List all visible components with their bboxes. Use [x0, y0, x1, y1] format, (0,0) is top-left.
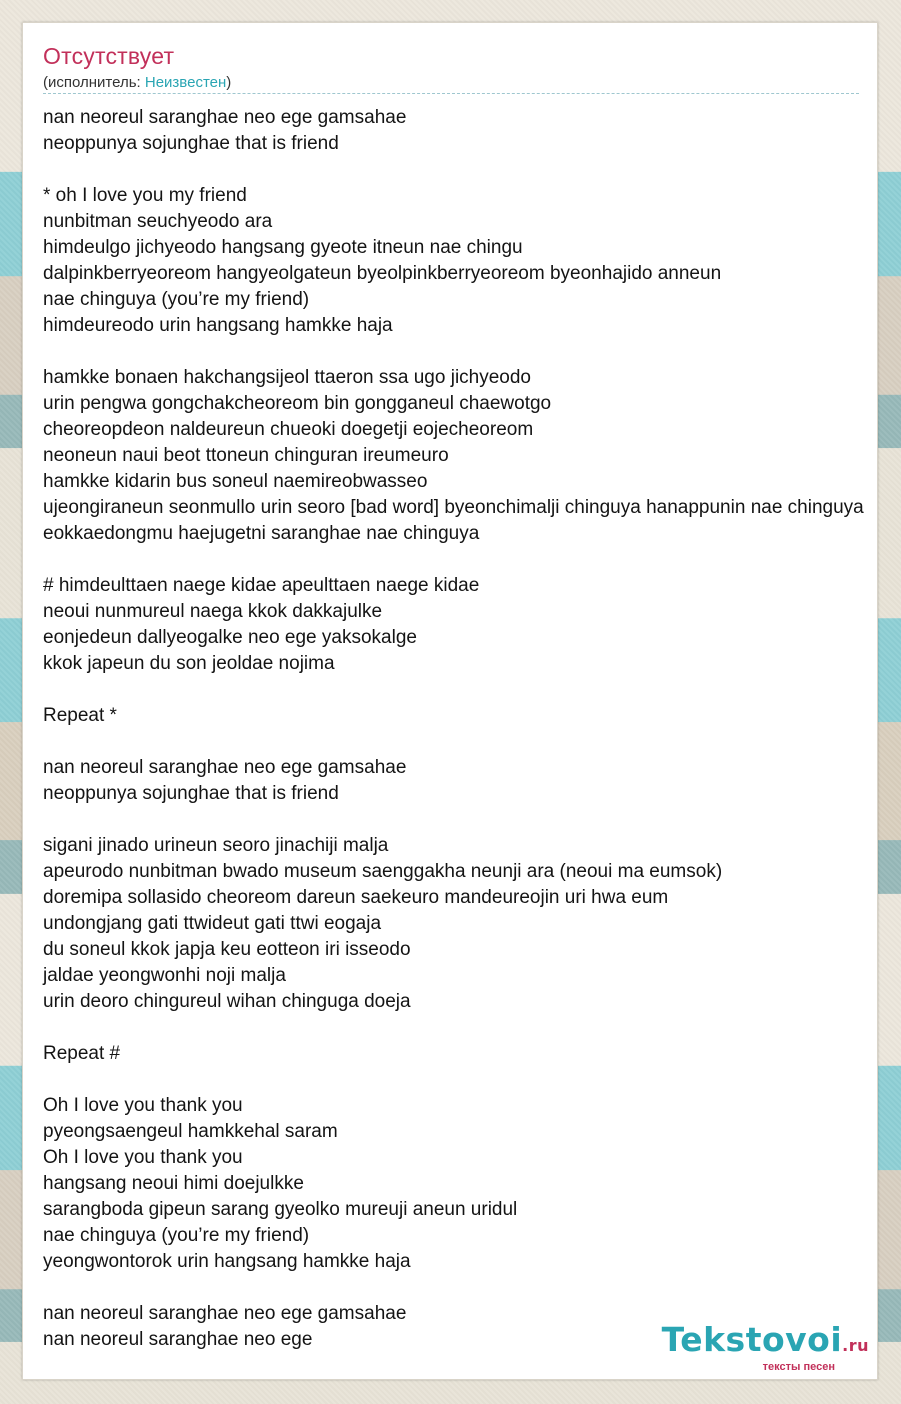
- artist-prefix: (исполнитель:: [43, 74, 145, 91]
- artist-suffix: ): [226, 74, 232, 91]
- lyric-line: urin deoro chingureul wihan chinguga doeja: [43, 991, 411, 1012]
- lyric-line: undongjang gati ttwideut gati ttwi eogaja: [43, 913, 382, 934]
- lyric-line: eonjedeun dallyeogalke neo ege yaksokalge: [43, 627, 417, 648]
- lyric-line: himdeulgo jichyeodo hangsang gyeote itneun nae chingu: [43, 237, 523, 258]
- lyric-line: jaldae yeongwonhi noji malja: [43, 965, 286, 986]
- lyric-line: nan neoreul saranghae neo ege gamsahae: [43, 107, 407, 128]
- lyric-line: pyeongsaengeul hamkkehal saram: [43, 1121, 338, 1142]
- lyric-line: apeurodo nunbitman bwado museum saenggakha neunji ara (neoui ma eumsok): [43, 861, 723, 882]
- lyric-blank-line: [43, 339, 901, 365]
- lyric-line: eokkaedongmu haejugetni saranghae nae chinguya: [43, 523, 480, 544]
- lyric-line: neoppunya sojunghae that is friend: [43, 783, 339, 804]
- lyrics-body: [43, 105, 901, 1353]
- lyric-line: Repeat *: [43, 705, 117, 726]
- lyric-line: * oh I love you my friend: [43, 185, 247, 206]
- watermark-logo: [661, 1320, 869, 1363]
- song-title: Отсутствует: [43, 43, 175, 69]
- lyric-line: nae chinguya (you’re my friend): [43, 289, 310, 310]
- lyric-line: # himdeulttaen naege kidae apeulttaen naege kidae: [43, 575, 480, 596]
- lyric-line: Oh I love you thank you: [43, 1095, 243, 1116]
- lyrics-card: [22, 22, 878, 1380]
- lyric-line: neoneun naui beot ttoneun chinguran ireumeuro: [43, 445, 449, 466]
- lyric-line: neoui nunmureul naega kkok dakkajulke: [43, 601, 383, 622]
- lyric-line: urin pengwa gongchakcheoreom bin gongganeul chaewotgo: [43, 393, 552, 414]
- lyric-line: nan neoreul saranghae neo ege gamsahae: [43, 757, 407, 778]
- lyric-line: yeongwontorok urin hangsang hamkke haja: [43, 1251, 411, 1272]
- lyric-line: Repeat #: [43, 1043, 121, 1064]
- lyric-line: neoppunya sojunghae that is friend: [43, 133, 339, 154]
- watermark-brand: Tekstovoi: [661, 1320, 843, 1359]
- title-divider: [43, 93, 859, 94]
- lyric-blank-line: [43, 1067, 901, 1093]
- lyric-blank-line: [43, 729, 901, 755]
- artist-link[interactable]: Неизвестен: [144, 74, 227, 91]
- lyric-line: himdeureodo urin hangsang hamkke haja: [43, 315, 393, 336]
- lyric-line: nan neoreul saranghae neo ege gamsahae: [43, 1303, 407, 1324]
- lyric-blank-line: [43, 677, 901, 703]
- lyric-line: sigani jinado urineun seoro jinachiji malja: [43, 835, 389, 856]
- lyric-blank-line: [43, 1275, 901, 1301]
- lyric-blank-line: [43, 547, 901, 573]
- lyric-line: du soneul kkok japja keu eotteon iri isseodo: [43, 939, 411, 960]
- lyric-line: dalpinkberryeoreom hangyeolgateun byeolpinkberryeoreom byeonhajido anneun: [43, 263, 722, 284]
- lyric-line: kkok japeun du son jeoldae nojima: [43, 653, 335, 674]
- lyric-line: doremipa sollasido cheoreom dareun saekeuro mandeureojin uri hwa eum: [43, 887, 669, 908]
- lyric-line: Oh I love you thank you: [43, 1147, 243, 1168]
- watermark-tld: .ru: [842, 1336, 869, 1355]
- lyric-line: hamkke kidarin bus soneul naemireobwasseo: [43, 471, 428, 492]
- lyric-line: nae chinguya (you’re my friend): [43, 1225, 310, 1246]
- lyric-line: nunbitman seuchyeodo ara: [43, 211, 273, 232]
- lyric-line: hangsang neoui himi doejulkke: [43, 1173, 304, 1194]
- lyric-line: ujeongiraneun seonmullo urin seoro [bad word] byeonchimalji chinguya hanappunin nae chinguya: [43, 497, 864, 518]
- lyric-line: sarangboda gipeun sarang gyeolko mureuji aneun uridul: [43, 1199, 518, 1220]
- lyric-blank-line: [43, 157, 901, 183]
- lyric-line: cheoreopdeon naldeureun chueoki doegetji eojecheoreom: [43, 419, 534, 440]
- lyric-line: hamkke bonaen hakchangsijeol ttaeron ssa ugo jichyeodo: [43, 367, 531, 388]
- lyric-line: nan neoreul saranghae neo ege: [43, 1329, 313, 1350]
- artist-line: [43, 74, 231, 91]
- site-watermark: [661, 1320, 869, 1373]
- lyric-blank-line: [43, 807, 901, 833]
- watermark-tagline: тексты песен: [762, 1361, 835, 1373]
- lyric-blank-line: [43, 1015, 901, 1041]
